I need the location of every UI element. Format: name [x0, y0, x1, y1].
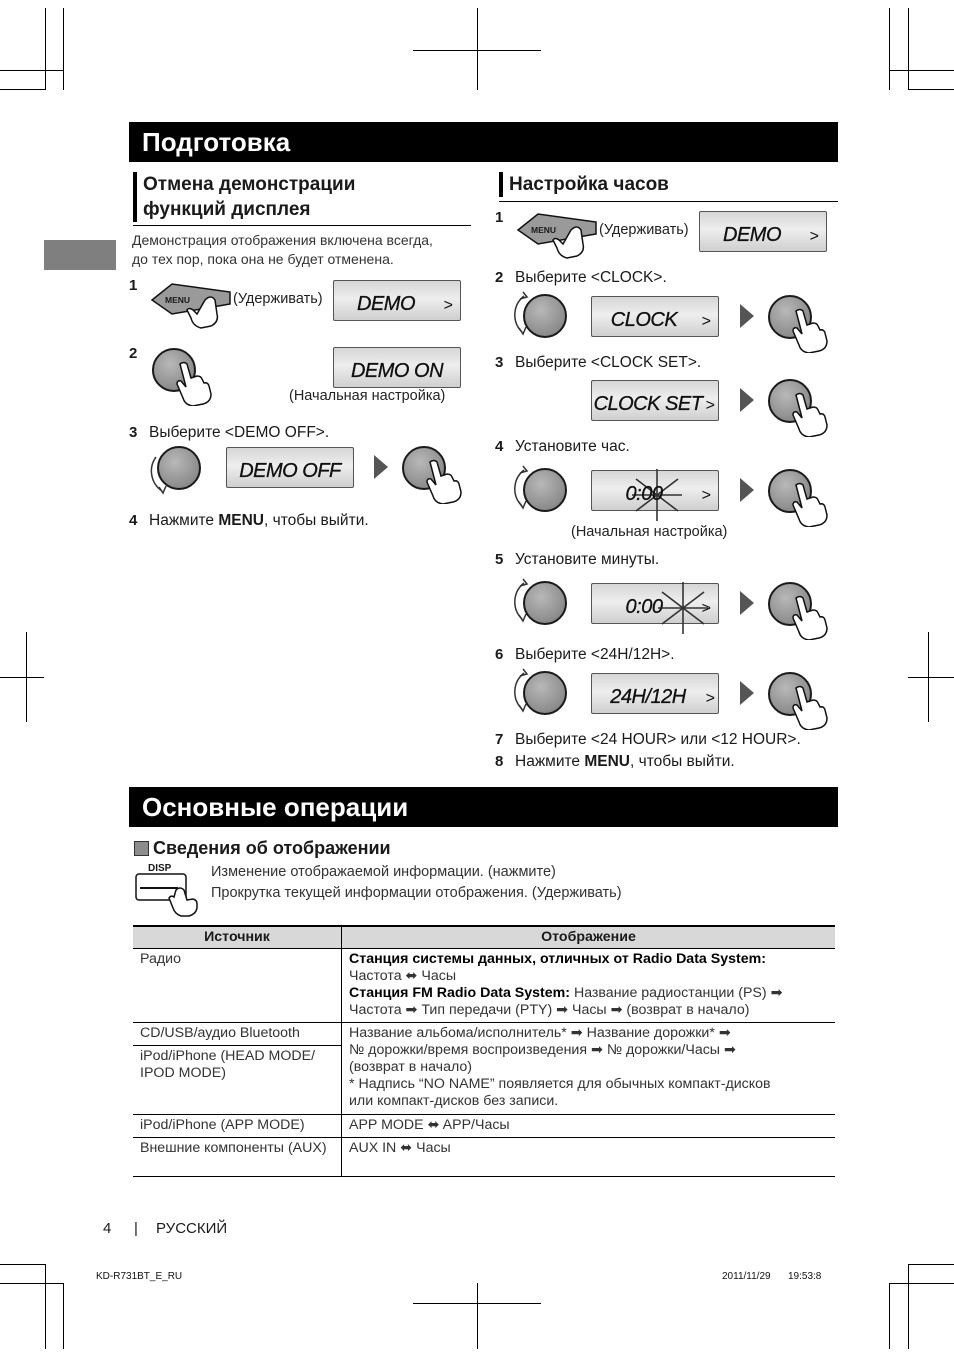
- cell-text: APP/Часы: [442, 1117, 510, 1133]
- arrow-right-icon: [372, 455, 388, 479]
- crop-mark: [908, 1264, 909, 1349]
- step-number: 5: [495, 551, 504, 568]
- square-bullet-icon: [134, 841, 149, 856]
- press-hand-icon: [788, 391, 828, 437]
- arrow-icon: ➡: [556, 1002, 569, 1018]
- hold-note: (Удерживать): [599, 222, 689, 238]
- arrow-icon: ➡: [723, 1042, 736, 1058]
- lcd-display: [699, 211, 827, 252]
- table-cell: [342, 1115, 836, 1138]
- doc-code: KD-R731BT_E_RU: [96, 1271, 183, 1282]
- press-hand-icon: [788, 307, 828, 353]
- press-hand-icon: [788, 481, 828, 527]
- table-cell: [342, 949, 836, 1023]
- step-text: Выберите <DEMO OFF>.: [149, 424, 330, 441]
- cell-text: № дорожки/Часы: [606, 1042, 720, 1058]
- arrow-icon: ➡: [718, 1025, 731, 1041]
- double-arrow-icon: ⬌: [400, 1140, 413, 1156]
- text-part: Нажмите: [515, 753, 585, 770]
- table-cell: [342, 1138, 836, 1177]
- table-row: [133, 1023, 835, 1115]
- control-knob[interactable]: [157, 446, 201, 490]
- lcd-display: [591, 583, 719, 624]
- step-text: [515, 753, 735, 771]
- press-hand-icon: [788, 684, 828, 730]
- text-part: , чтобы выйти.: [264, 512, 369, 529]
- cell-text: Тип передачи (PTY): [421, 1002, 553, 1018]
- text-bold: MENU: [584, 753, 630, 770]
- menu-button[interactable]: [150, 280, 232, 332]
- lcd-display: [333, 347, 461, 388]
- lcd-display: [591, 470, 719, 511]
- step-number: 6: [495, 646, 504, 663]
- crop-mark: [889, 1283, 954, 1284]
- lcd-text: 0:00: [625, 483, 663, 505]
- step-text: [149, 512, 369, 530]
- control-knob[interactable]: [523, 468, 567, 512]
- step-number: 7: [495, 731, 504, 748]
- cell-line: (возврат в начало): [349, 1059, 473, 1075]
- cell-text: Название дорожки*: [586, 1025, 715, 1041]
- page-number: 4: [103, 1220, 112, 1237]
- cell-line: * Надпись “NO NAME” появляется для обычных компакт-дисков: [349, 1076, 771, 1092]
- disp-hold-desc: Прокрутка текущей информации отображения. (Удерживать): [211, 885, 622, 901]
- divider: [133, 225, 471, 226]
- cell-line: [349, 985, 828, 1002]
- step-number: 2: [129, 345, 138, 362]
- banner-preparation: Подготовка: [129, 122, 838, 162]
- press-hand-icon: [172, 360, 212, 406]
- arrow-right-icon: [738, 388, 754, 412]
- step-text: Установите час.: [515, 438, 630, 455]
- crop-mark: [889, 1283, 890, 1349]
- crop-mark: [477, 8, 478, 90]
- chevron-right-icon: >: [701, 600, 711, 617]
- cell-text: Часы: [421, 968, 457, 984]
- banner-basic-operations: Основные операции: [129, 787, 838, 827]
- step-text: Выберите <CLOCK SET>.: [515, 354, 702, 371]
- cell-line: или компакт-дисков без записи.: [349, 1093, 559, 1109]
- disp-label: DISP: [148, 863, 172, 874]
- table-cell: [342, 1023, 836, 1115]
- text-part: , чтобы выйти.: [630, 753, 735, 770]
- table-row: [133, 949, 835, 1023]
- text-part: Нажмите: [149, 512, 219, 529]
- crop-mark: [0, 677, 44, 678]
- table-header: Источник: [133, 926, 342, 949]
- menu-button[interactable]: [516, 210, 598, 262]
- footer-separator: |: [134, 1220, 138, 1237]
- step-number: 4: [495, 438, 504, 455]
- initial-setting-note: (Начальная настройка): [571, 524, 728, 540]
- table-cell: Внешние компоненты (AUX): [133, 1138, 342, 1177]
- crop-mark: [908, 1264, 954, 1265]
- table-cell: Радио: [133, 949, 342, 1023]
- crop-mark: [889, 8, 890, 90]
- table-cell: iPod/iPhone (APP MODE): [133, 1115, 342, 1138]
- cell-text: APP MODE: [349, 1117, 424, 1133]
- cell-text: Станция FM Radio Data System:: [349, 985, 570, 1001]
- lcd-text: DEMO OFF: [239, 460, 341, 482]
- arrow-icon: ➡: [610, 1002, 623, 1018]
- cell-line: iPod/iPhone (HEAD MODE/ IPOD MODE): [140, 1048, 316, 1081]
- initial-setting-note: (Начальная настройка): [289, 388, 446, 404]
- table-cell: [133, 1023, 342, 1115]
- cell-text: AUX IN: [349, 1140, 397, 1156]
- demo-section-title: [133, 172, 355, 222]
- table-row: [133, 1115, 835, 1138]
- cell-text: Часы: [571, 1002, 607, 1018]
- lcd-display: [226, 447, 354, 488]
- crop-mark: [908, 89, 954, 90]
- step-number: 1: [495, 209, 504, 226]
- display-info-title: Сведения об отображении: [153, 838, 391, 858]
- crop-mark: [908, 677, 954, 678]
- cell-text: Частота: [349, 1002, 402, 1018]
- step-number: 1: [129, 277, 138, 294]
- step-text: Установите минуты.: [515, 551, 660, 568]
- control-knob[interactable]: [523, 581, 567, 625]
- demo-intro: [132, 231, 433, 269]
- step-text: Выберите <24H/12H>.: [515, 646, 675, 663]
- arrow-right-icon: [738, 478, 754, 502]
- lcd-text: 0:00: [625, 596, 663, 618]
- crop-mark: [889, 70, 954, 71]
- crop-mark: [0, 89, 45, 90]
- press-hand-icon: [788, 594, 828, 640]
- text-bold: MENU: [218, 512, 264, 529]
- chevron-right-icon: >: [705, 690, 715, 707]
- chevron-right-icon: >: [701, 487, 711, 504]
- crop-mark: [45, 8, 46, 90]
- lcd-text: CLOCK: [610, 309, 678, 331]
- cell-line: [349, 1025, 828, 1042]
- display-info-table: [133, 925, 835, 1177]
- arrow-icon: ➡: [770, 985, 783, 1001]
- footer-language: РУССКИЙ: [156, 1220, 228, 1237]
- lcd-text: DEMO: [723, 224, 781, 246]
- cell-line: Станция системы данных, отличных от Radio Data System:: [349, 951, 766, 967]
- cell-text: Частота: [349, 968, 402, 984]
- crop-mark: [0, 1283, 63, 1284]
- table-header-row: [133, 926, 835, 949]
- press-hand-icon: [422, 458, 462, 504]
- arrow-icon: ➡: [405, 1002, 418, 1018]
- cell-text: (возврат в начало): [626, 1002, 750, 1018]
- control-knob[interactable]: [523, 671, 567, 715]
- menu-label: MENU: [165, 295, 191, 305]
- double-arrow-icon: ⬌: [405, 968, 418, 984]
- step-number: 3: [129, 424, 138, 441]
- step-text: Выберите <CLOCK>.: [515, 269, 667, 286]
- clock-section-title: Настройка часов: [499, 172, 669, 197]
- demo-title-line1: Отмена демонстрации: [143, 174, 356, 195]
- hold-note: (Удерживать): [233, 291, 323, 307]
- menu-button-shape: [516, 210, 598, 262]
- cell-text: № дорожки/время воспроизведения: [349, 1042, 588, 1058]
- cell-line: [349, 1002, 828, 1019]
- cell-line: [349, 968, 828, 985]
- print-time: 19:53:8: [788, 1271, 822, 1282]
- cell-line: [349, 1042, 828, 1059]
- chevron-right-icon: >: [809, 228, 819, 245]
- step-number: 2: [495, 269, 504, 286]
- demo-intro-line1: Демонстрация отображения включена всегда,: [132, 232, 433, 248]
- crop-mark: [26, 632, 27, 722]
- crop-mark: [63, 8, 64, 90]
- cell-text: Название альбома/исполнитель*: [349, 1025, 567, 1041]
- cell-text: Часы: [416, 1140, 451, 1156]
- arrow-right-icon: [738, 304, 754, 328]
- cell-line: CD/USB/аудио Bluetooth: [133, 1023, 341, 1046]
- lcd-text: 24H/12H: [610, 686, 686, 708]
- step-number: 3: [495, 354, 504, 371]
- lcd-display: [333, 280, 461, 321]
- cell-text: Название радиостанции (PS): [570, 985, 771, 1001]
- menu-label: MENU: [531, 225, 557, 235]
- double-arrow-icon: ⬌: [427, 1117, 440, 1133]
- table-header: Отображение: [342, 926, 836, 949]
- arrow-right-icon: [738, 681, 754, 705]
- control-knob[interactable]: [523, 294, 567, 338]
- step-number: 8: [495, 753, 504, 770]
- step-number: 4: [129, 512, 138, 529]
- lcd-text: CLOCK SET: [593, 393, 703, 415]
- step-text: Выберите <24 HOUR> или <12 HOUR>.: [515, 731, 801, 748]
- crop-mark: [477, 1283, 478, 1349]
- crop-mark: [0, 70, 63, 71]
- demo-intro-line2: до тех пор, пока она не будет отменена.: [132, 251, 394, 267]
- crop-mark: [63, 1283, 64, 1349]
- chevron-right-icon: >: [701, 313, 711, 330]
- lcd-text: DEMO: [357, 293, 415, 315]
- arrow-icon: ➡: [591, 1042, 603, 1058]
- disp-press-desc: Изменение отображаемой информации. (нажмите): [211, 864, 556, 880]
- divider: [499, 201, 838, 202]
- arrow-right-icon: [738, 591, 754, 615]
- section-tab: [44, 240, 116, 270]
- crop-mark: [908, 8, 909, 90]
- lcd-display: [591, 380, 719, 421]
- print-date: 2011/11/29: [722, 1271, 771, 1282]
- arrow-icon: ➡: [570, 1025, 583, 1041]
- table-row: [133, 1138, 835, 1177]
- crop-mark: [928, 632, 929, 722]
- demo-title-line2: функций дисплея: [143, 199, 311, 220]
- crop-mark: [45, 1264, 46, 1349]
- crop-mark: [0, 1264, 45, 1265]
- chevron-right-icon: >: [705, 397, 715, 414]
- lcd-display: [591, 673, 719, 714]
- chevron-right-icon: >: [443, 297, 453, 314]
- menu-button-shape: [150, 280, 232, 332]
- disp-button[interactable]: [134, 862, 206, 918]
- lcd-text: DEMO ON: [350, 360, 444, 382]
- lcd-display: [591, 296, 719, 337]
